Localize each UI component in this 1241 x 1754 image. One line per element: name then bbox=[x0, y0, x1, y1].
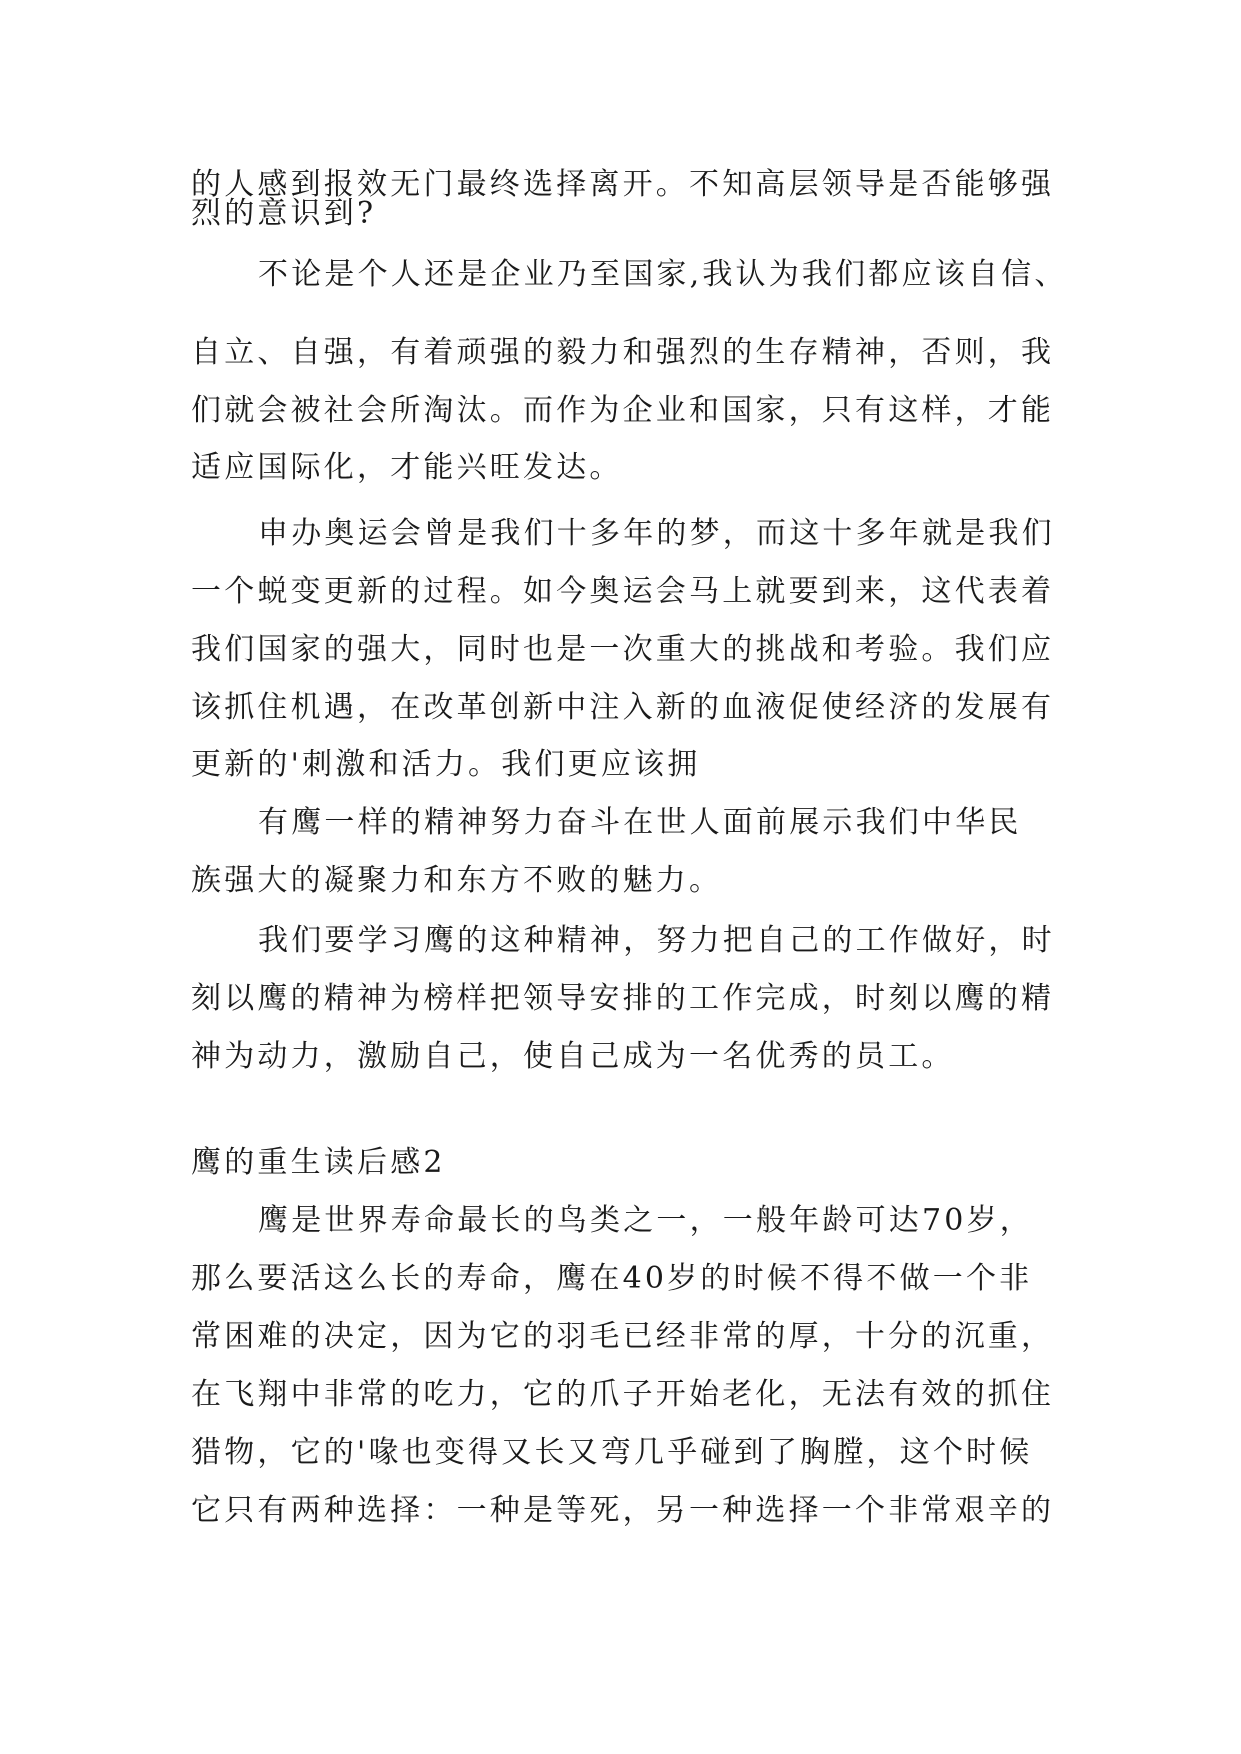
text-line: 该抓住机遇，在改革创新中注入新的血液促使经济的发展有 bbox=[191, 690, 1055, 725]
text-line: 刻以鹰的精神为榜样把领导安排的工作完成，时刻以鹰的精 bbox=[191, 981, 1055, 1016]
text-line: 猎物，它的'喙也变得又长又弯几乎碰到了胸膛，这个时候 bbox=[191, 1435, 1033, 1470]
text-line: 我们要学习鹰的这种精神，努力把自己的工作做好，时 bbox=[258, 923, 1055, 958]
text-line: 的人感到报效无门最终选择离开。不知高层领导是否能够强 bbox=[191, 167, 1055, 202]
text-line: 我们国家的强大，同时也是一次重大的挑战和考验。我们应 bbox=[191, 632, 1055, 667]
text-line: 神为动力，激励自己，使自己成为一名优秀的员工。 bbox=[191, 1039, 955, 1074]
text-line: 一个蜕变更新的过程。如今奥运会马上就要到来，这代表着 bbox=[191, 574, 1055, 609]
text-line: 适应国际化，才能兴旺发达。 bbox=[191, 450, 623, 485]
text-line: 鹰是世界寿命最长的鸟类之一，一般年龄可达70岁， bbox=[258, 1203, 1033, 1238]
text-line: 那么要活这么长的寿命，鹰在40岁的时候不得不做一个非 bbox=[191, 1261, 1033, 1296]
section-heading: 鹰的重生读后感2 bbox=[191, 1145, 446, 1180]
text-line: 不论是个人还是企业乃至国家,我认为我们都应该自信、 bbox=[258, 257, 1068, 292]
text-line: 们就会被社会所淘汰。而作为企业和国家，只有这样，才能 bbox=[191, 393, 1055, 428]
text-line: 有鹰一样的精神努力奋斗在世人面前展示我们中华民 bbox=[258, 805, 1022, 840]
text-line: 更新的'刺激和活力。我们更应该拥 bbox=[191, 747, 701, 782]
text-line: 常困难的决定，因为它的羽毛已经非常的厚，十分的沉重， bbox=[191, 1319, 1055, 1354]
text-line: 族强大的凝聚力和东方不败的魅力。 bbox=[191, 863, 723, 898]
text-line: 在飞翔中非常的吃力，它的爪子开始老化，无法有效的抓住 bbox=[191, 1377, 1055, 1412]
text-line: 申办奥运会曾是我们十多年的梦，而这十多年就是我们 bbox=[258, 516, 1055, 551]
text-line: 它只有两种选择：一种是等死，另一种选择一个非常艰辛的 bbox=[191, 1493, 1055, 1528]
text-line: 烈的意识到? bbox=[191, 196, 377, 231]
text-line: 自立、自强，有着顽强的毅力和强烈的生存精神，否则，我 bbox=[191, 335, 1055, 370]
